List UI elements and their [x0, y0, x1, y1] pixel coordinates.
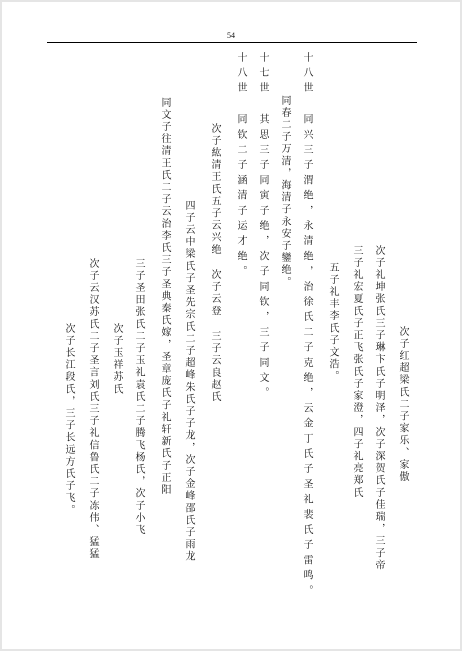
column-line: 三子圣田张氏二子玉礼袁氏二子腾飞杨氏，次子小飞 — [133, 258, 144, 537]
column-line: 次子礼坤张氏三子琳卞氏子明泽，次子深贺氏子佳瑞，三子帝 — [373, 245, 384, 572]
column-line: 五子礼丰李氏子文浩。 — [327, 262, 338, 383]
page-number: 54 — [227, 31, 235, 40]
column-line: 次子玉祥苏氏 — [111, 323, 122, 396]
header-rule — [47, 42, 417, 43]
column-line: 同春二子万清，海清子永安子鑾绝。 — [279, 95, 290, 289]
column-line: 次子紘清王氏五子云兴绝 次子云登 三子云良赵氏 — [209, 123, 220, 404]
column-line: 同文子往清王氏二子云治李氏三子圣典秦氏嫁，圣章庞氏子礼轩新氏子正阳 — [159, 97, 170, 497]
column-generation-18-b: 十八世 同钦二子涵清子运才绝。 — [235, 52, 246, 281]
column-line: 四子云中梁氏子圣先宗氏二子超峰朱氏子子龙，次子金峰邵氏子雨龙 — [183, 200, 194, 563]
column-generation-17: 十七世 其思三子同寅子绝，次子同钦，三子同文。 — [257, 52, 268, 403]
page-border-left — [0, 0, 2, 651]
column-generation-18-a: 十八世 同兴三子渭绝，永清绝，治徐氏二子克绝，云金丁氏子圣礼裴氏子雷鸣。 — [301, 52, 312, 601]
column-line: 次子红超梁氏二子家乐、家傲 — [397, 326, 408, 484]
page-border-top — [0, 0, 462, 2]
column-line: 次子长江段氏，三子长远方氏子飞。 — [63, 323, 74, 517]
column-line: 三子礼宏夏氏子正飞张氏子家澄，四子礼亮郑氏 — [351, 245, 362, 500]
column-line: 次子云汉苏氏二子圣言刘氏三子礼信鲁氏二子冻伟、猛猛 — [87, 258, 98, 561]
